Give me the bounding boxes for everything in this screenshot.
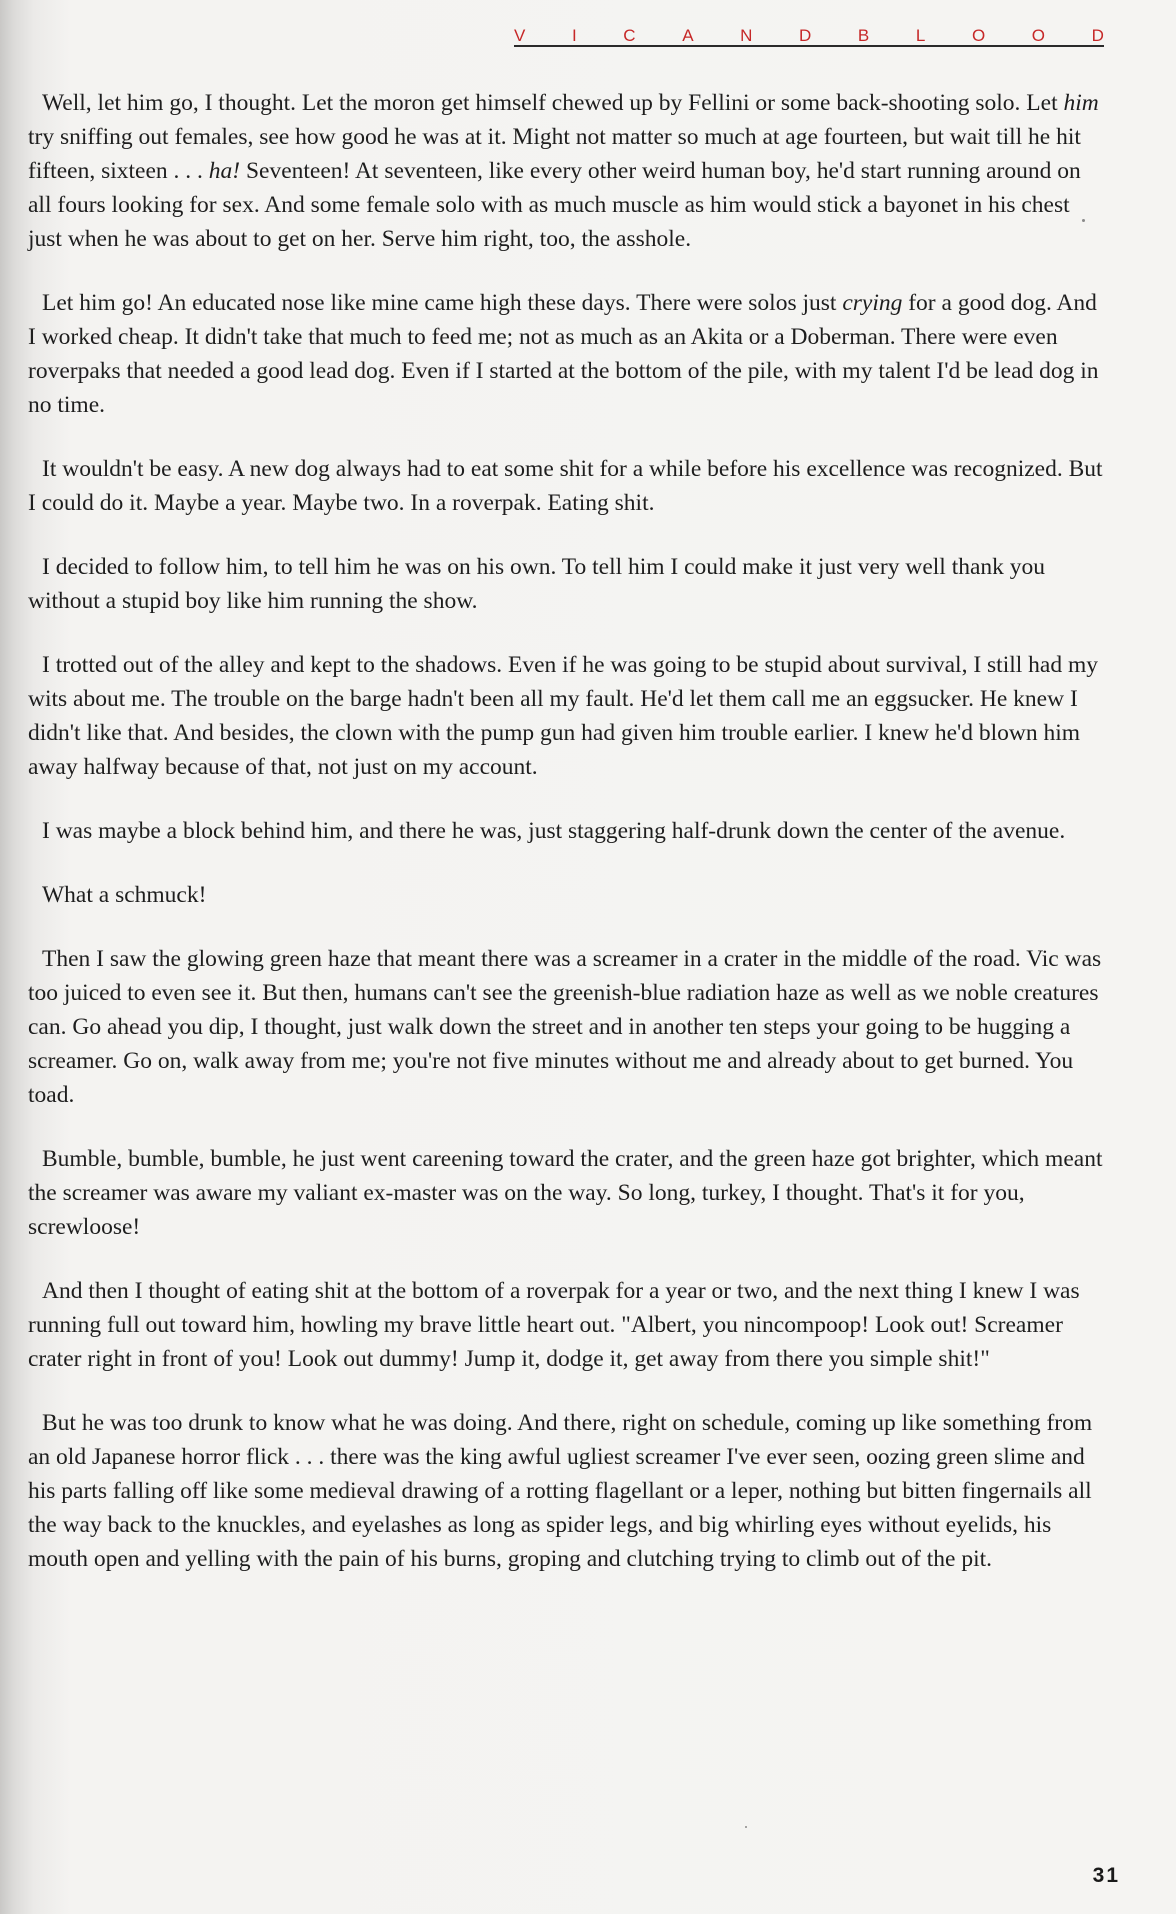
italic-text: crying — [842, 290, 903, 316]
header-letter: N — [740, 26, 753, 45]
header-rule — [514, 45, 1104, 47]
text-run: try sniffing out females, see how good he was at it. Might not matter so much at age fourteen, but wait till he hit fifteen, sixteen . . . — [28, 124, 1081, 184]
text-run: I decided to follow him, to tell him he was on his own. To tell him I could make it just very well thank you without a stupid boy like him running the show. — [28, 554, 1046, 614]
header-letter: B — [857, 26, 870, 45]
paragraph — [28, 452, 1108, 520]
paragraph — [28, 550, 1108, 618]
running-header — [514, 26, 1104, 50]
header-letter: V — [514, 26, 526, 45]
text-run: Seventeen! At seventeen, like every other weird human boy, he'd start running around on all fours looking for sex. And some female solo with as much muscle as him would stick a bayonet in his chest just when he was about to get on her. Serve him right, too, the asshole. — [28, 158, 1081, 252]
text-run: Then I saw the glowing green haze that meant there was a screamer in a crater in the middle of the road. Vic was too juiced to even see it. But then, humans can't see the greenish-blue radiation haze as well as we noble creatures can. Go ahead you dip, I thought, just walk down the street and in another ten steps your going to be hugging a screamer. Go on, walk away from me; you're not five minutes without me and already about to get burned. You toad. — [28, 946, 1102, 1108]
text-run: It wouldn't be easy. A new dog always had to eat some shit for a while before his excellence was recognized. But I could do it. Maybe a year. Maybe two. In a roverpak. Eating shit. — [28, 456, 1103, 516]
header-letter: D — [799, 26, 812, 45]
running-header-title — [514, 26, 1104, 46]
print-speck — [1082, 219, 1085, 222]
header-letter: D — [1091, 26, 1104, 45]
paragraph — [28, 648, 1108, 784]
paragraph — [28, 86, 1108, 256]
paragraph — [28, 1274, 1108, 1376]
text-run: Let him go! An educated nose like mine came high these days. There were solos just — [42, 290, 843, 316]
header-letter: O — [971, 26, 986, 45]
paragraph — [28, 942, 1108, 1112]
header-letter: O — [1031, 26, 1046, 45]
text-run: I trotted out of the alley and kept to the shadows. Even if he was going to be stupid about survival, I still had my wits about me. The trouble on the barge hadn't been all my fault. He'd let them call me an eggsucker. He knew I didn't like that. And besides, the clown with the pump gun had given him trouble earlier. I knew he'd blown him away halfway because of that, not just on my account. — [28, 652, 1098, 780]
paragraph — [28, 878, 1108, 912]
paragraph — [28, 1406, 1108, 1576]
header-letter: I — [571, 26, 577, 45]
text-run: But he was too drunk to know what he was doing. And there, right on schedule, coming up like something from an old Japanese horror flick . . . there was the king awful ugliest screamer I've ever seen, oozing green slime and his parts falling off like some medieval drawing of a rotting flagellant or a leper, nothing but bitten fingernails all the way back to the knuckles, and eyelashes as long as spider legs, and big whirling eyes without eyelids, his mouth open and yelling with the pain of his burns, groping and clutching trying to climb out of the pit. — [28, 1410, 1093, 1572]
paragraph — [28, 814, 1108, 848]
text-run: I was maybe a block behind him, and there he was, just staggering half-drunk down the center of the avenue. — [42, 818, 1066, 844]
text-run: Bumble, bumble, bumble, he just went careening toward the crater, and the green haze got brighter, which meant the screamer was aware my valiant ex-master was on the way. So long, turkey, I thought. That's it for you, screwloose! — [28, 1146, 1103, 1240]
header-letter: A — [682, 26, 694, 45]
print-speck — [745, 1826, 747, 1828]
body-text — [28, 86, 1108, 1606]
header-letter: C — [623, 26, 636, 45]
page-number: 31 — [1092, 1864, 1120, 1887]
paragraph — [28, 1142, 1108, 1244]
paragraph — [28, 286, 1108, 422]
italic-text: him — [1063, 90, 1099, 116]
italic-text: ha! — [208, 158, 241, 184]
text-run: for a good dog. And I worked cheap. It didn't take that much to feed me; not as much as an Akita or a Doberman. There were even roverpaks that needed a good lead dog. Even if I started at the bottom of the pile, with my talent I'd be lead dog in no time. — [28, 290, 1099, 418]
text-run: And then I thought of eating shit at the bottom of a roverpak for a year or two, and the next thing I knew I was running full out toward him, howling my brave little heart out. "Albert, you nincompoop! Look out! Screamer crater right in front of you! Look out dummy! Jump it, dodge it, get away from there you simple shit!" — [28, 1278, 1080, 1372]
text-run: What a schmuck! — [42, 882, 207, 908]
text-run: Well, let him go, I thought. Let the moron get himself chewed up by Fellini or some back-shooting solo. Let — [42, 90, 1064, 116]
header-letter: L — [915, 26, 926, 45]
